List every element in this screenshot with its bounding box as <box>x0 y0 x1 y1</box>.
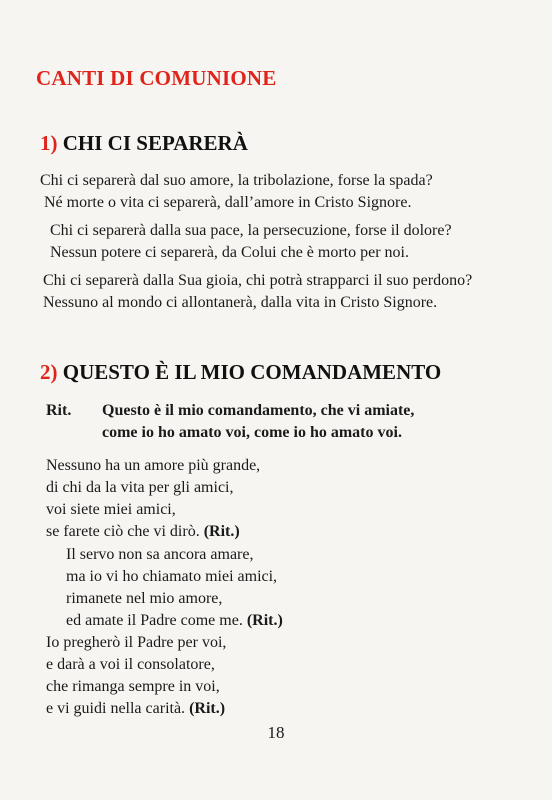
song2-stanza-3-line-2: e darà a voi il consolatore, <box>46 656 215 673</box>
song2-stanza-3 <box>46 632 226 720</box>
rit-ref: (Rit.) <box>203 523 240 540</box>
song1-stanza-2 <box>50 220 452 264</box>
song2-stanza-2-line-1: Il servo non sa ancora amare, <box>66 546 254 563</box>
song2-stanza-2 <box>66 544 283 632</box>
song2-stanza-1-line-2: di chi da la vita per gli amici, <box>46 479 234 496</box>
song1-stanza-1 <box>40 170 433 214</box>
song1-number: 1) <box>40 131 58 155</box>
song1-stanza-2-line-2: Nessun potere ci separerà, da Colui che è morto per noi. <box>50 244 409 261</box>
rit-ref: (Rit.) <box>189 700 226 717</box>
song2-stanza-2-line-2: ma io vi ho chiamato miei amici, <box>66 568 278 585</box>
song1-stanza-3 <box>43 270 472 314</box>
song2-stanza-2-line-4 <box>66 610 283 632</box>
song2-stanza-2-line-3: rimanete nel mio amore, <box>66 590 223 607</box>
song2-stanza-3-line-1: Io pregherò il Padre per voi, <box>46 634 227 651</box>
song2-stanza-1-line-4-text: se farete ciò che vi dirò. <box>46 523 200 540</box>
song1-stanza-3-line-1: Chi ci separerà dalla Sua gioia, chi potrà strapparci il suo perdono? <box>43 272 473 289</box>
section-title: CANTI DI COMUNIONE <box>36 66 277 90</box>
song1-stanza-1-line-2: Né morte o vita ci separerà, dall’amore in Cristo Signore. <box>44 194 412 211</box>
refrain-line-1: Questo è il mio comandamento, che vi amiate, <box>102 402 415 419</box>
song2-title-text: QUESTO È IL MIO COMANDAMENTO <box>62 360 442 384</box>
refrain-text <box>102 400 414 444</box>
song2-number: 2) <box>40 360 58 384</box>
song1-stanza-2-line-1: Chi ci separerà dalla sua pace, la persecuzione, forse il dolore? <box>50 222 452 239</box>
song2-stanza-3-line-3: che rimanga sempre in voi, <box>46 678 220 695</box>
song2-title <box>40 360 441 385</box>
song2-stanza-1-line-3: voi siete miei amici, <box>46 501 176 518</box>
refrain-label: Rit. <box>46 402 72 419</box>
song2-stanza-3-line-4 <box>46 698 226 720</box>
song1-title-text: CHI CI SEPARERÀ <box>62 131 248 155</box>
song2-stanza-2-line-4-text: ed amate il Padre come me. <box>66 612 243 629</box>
song1-stanza-3-line-2: Nessuno al mondo ci allontanerà, dalla vita in Cristo Signore. <box>43 294 438 311</box>
song1-stanza-1-line-1: Chi ci separerà dal suo amore, la tribolazione, forse la spada? <box>40 172 433 189</box>
song1-title <box>40 131 248 156</box>
song2-stanza-1-line-1: Nessuno ha un amore più grande, <box>46 457 261 474</box>
song2-stanza-1-line-4 <box>46 521 260 543</box>
page-number: 18 <box>267 723 285 742</box>
rit-ref: (Rit.) <box>246 612 283 629</box>
refrain-line-2: come io ho amato voi, come io ho amato voi. <box>102 424 402 441</box>
song2-stanza-1 <box>46 455 260 543</box>
song2-stanza-3-line-4-text: e vi guidi nella carità. <box>46 700 186 717</box>
